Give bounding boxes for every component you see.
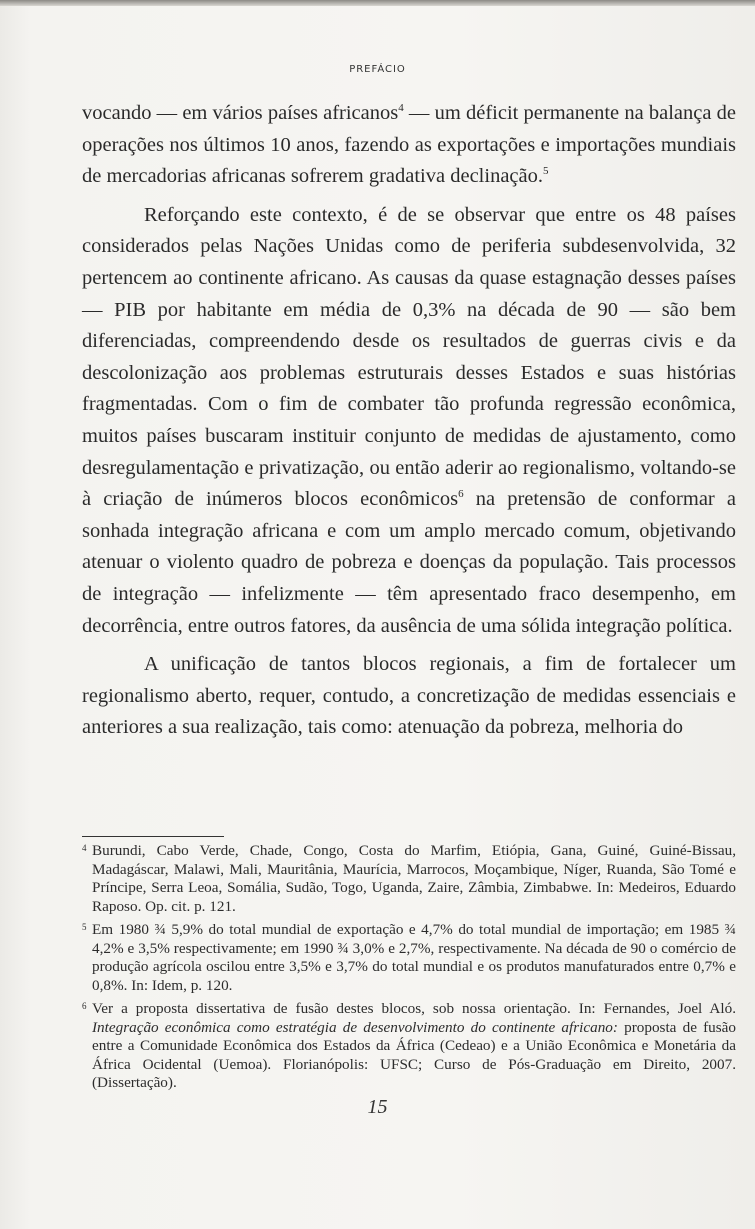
paragraph-3: A unificação de tantos blocos regionais, a fim de fortalecer um regionalismo aberto, requer, contudo, a concretização de medidas essenciais e anteriores a sua realização, tais como: atenuação da pobreza, melhoria do <box>82 653 736 739</box>
running-head: PREFÁCIO <box>349 64 406 75</box>
footnote-mark: 5 <box>82 922 87 932</box>
footnote-text: Burundi, Cabo Verde, Chade, Congo, Costa do Marfim, Etiópia, Gana, Guiné, Guiné-Bissau, Madagáscar, Malawi, Mali, Mauritânia, Maurícia, Marrocos, Moçambique, Níger, Ruanda, São Tomé e Príncipe, Serra Leoa, Somália, Sudão, Togo, Uganda, Zaire, Zâmbia, Zimbabwe. In: Medeiros, Eduardo Raposo. Op. cit. p. 121. <box>92 842 736 915</box>
footnote-4 <box>82 842 736 916</box>
paragraph-1: vocando — em vários países africanos$^4$ — um déficit permanente na balança de operações nos últimos 10 anos, fazendo as exportações e importações mundiais de mercadorias africanas sofrerem gradativa declinação.$^5$ <box>82 102 736 188</box>
footnote-ref-6: 6 <box>458 488 464 501</box>
footnote-ref-5: 5 <box>543 165 549 178</box>
paragraph-2: Reforçando este contexto, é de se observar que entre os 48 países considerados pelas Nações Unidas como de periferia subdesenvolvida, 32 pertencem ao continente africano. As causas da quase estagnação desses países — PIB por habitante em média de 0,3% na década de 90 — são bem diferenciadas, compreendendo desde os resultados de guerras civis e da descolonização aos problemas estruturais desses Estados e suas histórias fragmentadas. Com o fim de combater tão profunda regressão econômica, muitos países buscaram instituir conjunto de medidas de ajustamento, como desregulamentação e privatização, ou então aderir ao regionalismo, voltando-se à criação de inúmeros blocos econômicos$^6$ na pretensão de conformar a sonhada integração africana e com um amplo mercado comum, objetivando atenuar o violento quadro de pobreza e doenças da população. Tais processos de integração — infelizmente — têm apresentado fraco desempenho, em decorrência, entre outros fatores, da ausência de uma sólida integração política. <box>82 203 736 637</box>
footnote-6 <box>82 1000 736 1093</box>
footnote-text: Em 1980 ¾ 5,9% do total mundial de exportação e 4,7% do total mundial de importação; em 1985 ¾ 4,2% e 3,5% respectivamente; em 1990 ¾ 3,0% e 2,7%, respectivamente. Na década de 90 o comércio de produção agrícola oscilou entre 3,5% e 3,7% do total mundial e os produtos manufaturados entre 0,7% e 0,8%. In: Idem, p. 120. <box>92 921 736 994</box>
footnote-5 <box>82 921 736 995</box>
footnote-text: Ver a proposta dissertativa de fusão destes blocos, sob nossa orientação. In: Fernandes, Joel Aló. Integração econômica como estratégia de desenvolvimento do continente africano: proposta de fusão entre a Comunidade Econômica dos Estados da África (Cedeao) e a União Econômica e Monetária da África Ocidental (Uemoa). Florianópolis: UFSC; Curso de Pós-Graduação em Direito, 2007. (Dissertação). <box>92 1000 736 1091</box>
body-text <box>82 98 736 751</box>
footnote-mark: 4 <box>82 843 87 853</box>
footnotes <box>82 842 736 1098</box>
page-top-edge <box>0 0 755 6</box>
footnote-mark: 6 <box>82 1001 87 1011</box>
cited-title: Integração econômica como estratégia de desenvolvimento do continente africano: <box>92 1018 618 1036</box>
footnote-ref-4: 4 <box>398 102 404 114</box>
footnote-separator <box>82 836 224 837</box>
page-number: 15 <box>367 1096 388 1118</box>
